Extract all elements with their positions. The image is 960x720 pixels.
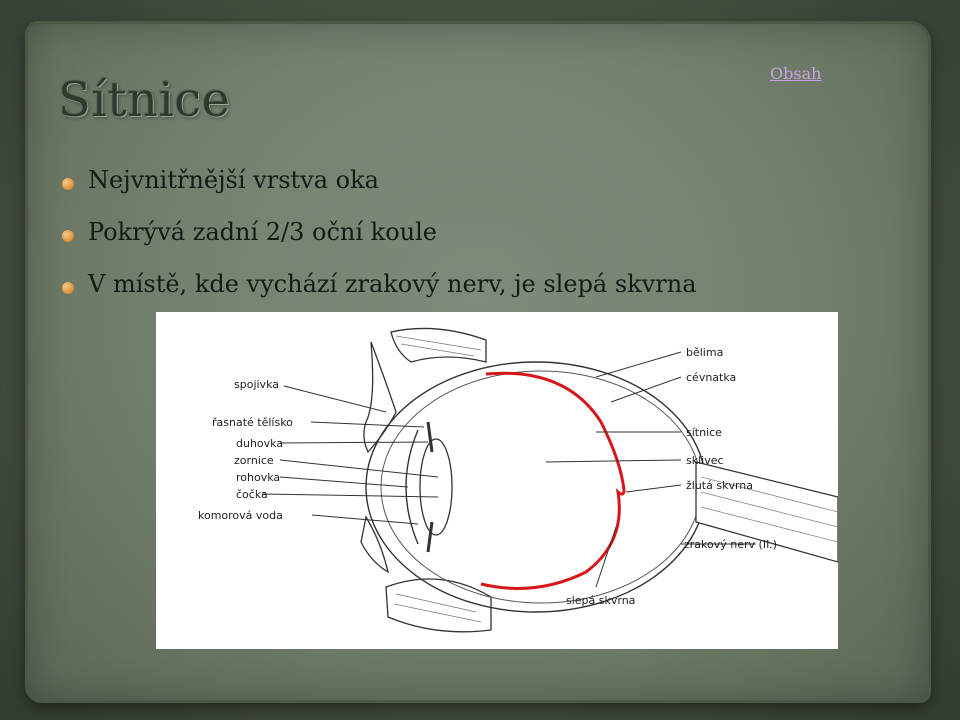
retina-highlight [481, 373, 624, 588]
bullet-icon [62, 282, 74, 294]
label-komorova-voda: komorová voda [198, 509, 283, 522]
bullet-icon [62, 230, 74, 242]
obsah-link[interactable]: Obsah [770, 64, 822, 83]
label-zluta-skvrna: žlutá skvrna [686, 479, 754, 492]
upper-eyelid [364, 342, 396, 452]
label-belima: bělima [686, 346, 724, 359]
eye-diagram-svg [156, 312, 838, 649]
label-zornice: zornice [234, 454, 274, 467]
label-spojivka: spojivka [234, 378, 279, 391]
slide-title: Sítnice [58, 72, 231, 128]
label-rasnate-telisko: řasnaté tělísko [212, 416, 293, 429]
label-sklivec: sklivec [686, 454, 724, 467]
label-cevnatka: cévnatka [686, 371, 737, 384]
label-zrakovy-nerv: zrakový nerv (II.) [684, 538, 778, 551]
label-duhovka: duhovka [236, 437, 284, 450]
bullet-text: Pokrývá zadní 2/3 oční koule [88, 218, 438, 246]
label-slepa-skvrna: slepá skvrna [566, 594, 636, 607]
bullet-text: V místě, kde vychází zrakový nerv, je slepá skvrna [88, 270, 697, 298]
bullet-item [62, 166, 697, 218]
bullet-text: Nejvnitřnější vrstva oka [88, 166, 379, 194]
left-labels [198, 378, 293, 522]
left-leader-lines [262, 386, 438, 524]
label-sitnice: sítnice [686, 426, 722, 439]
lens [420, 439, 452, 535]
bullet-list [62, 166, 697, 322]
upper-orbit-bone [391, 328, 486, 362]
sclera [366, 362, 706, 612]
label-cocka: čočka [236, 488, 268, 501]
eye-diagram [156, 312, 838, 649]
bullet-item [62, 218, 697, 270]
bullet-icon [62, 178, 74, 190]
label-rohovka: rohovka [236, 471, 281, 484]
